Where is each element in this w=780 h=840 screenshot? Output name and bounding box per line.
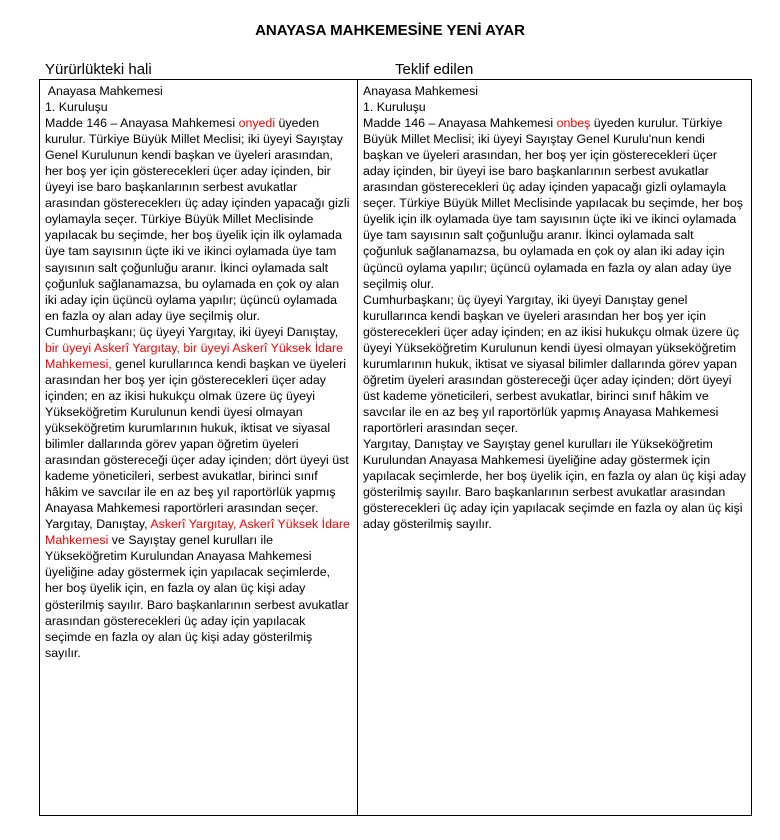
- proposed-section: 1. Kuruluşu: [363, 100, 426, 115]
- current-section: 1. Kuruluşu: [45, 100, 108, 115]
- comparison-table: [39, 79, 752, 816]
- current-yargitay-military: Askerî Yargıtay, Askerî Yüksek İdare Mahkemesi: [45, 517, 350, 548]
- current-madde-rest: üyeden kurulur. Türkiye Büyük Millet Meclisi; iki üyeyi Sayıştay Genel Kurulunun kendi başkan ve üyeleri arasından, her boş yer için gösterecekleri üçer aday içinden, bir üyeyi ise baro başkanlarının serbest avukatlar arasından göstereceklerı üç aday içinden yapacağı gizli oylamayla seçer. Türkiye Büyük Millet Meclisinde yapılacak bu seçimde, her boş üyelik için ilk oylamada üye tam sayısının üçte iki ve ikinci oylamada üye tam sayısının salt çoğunluğu aranır. İkinci oylamada salt çoğunluk sağlanamazsa, bu oylamada en çok oy alan iki aday için üçüncü oylama yapılır; üçüncü oylamada en fazla oy alan aday üye seçilmiş olur.: [45, 116, 350, 323]
- current-cb-prefix: Cumhurbaşkanı; üç üyeyi Yargıtay, iki üyeyi Danıştay,: [45, 324, 339, 339]
- column-divider: [357, 80, 358, 815]
- current-text-cell: [45, 83, 351, 661]
- current-cb-paragraph: [45, 324, 351, 517]
- current-yargitay-prefix: Yargıtay, Danıştay,: [45, 517, 151, 532]
- proposed-madde-prefix: Madde 146 – Anayasa Mahkemesi: [363, 116, 557, 131]
- current-member-count: onyedi: [238, 116, 276, 131]
- proposed-madde-rest: üyeden kurulur. Türkiye Büyük Millet Meclisi; iki üyeyi Sayıştay Genel Kurulu'nun kendi başkan ve üyeleri arasından, her boş yer için gösterecekleri üçer aday içinden, bir üyeyi ise baro başkanlarının serbest avukatlar arasından gösterecekleri üç aday içinden yapacağı gizli oylamayla seçer. Türkiye Büyük Millet Meclisinde yapılacak bu seçimde, her boş üyelik için ilk oylamada üye tam sayısının üçte iki ve ikinci oylamada üye tam sayısının salt çoğunluğu aranır. İkinci oylamada salt çoğunluk sağlanamazsa, bu oylamada en çok oy alan iki aday için üçüncü oylama yapılır; üçüncü oylamada en fazla oy alan aday üye seçilmiş olur.: [363, 116, 743, 291]
- proposed-yargitay-paragraph: Yargıtay, Danıştay ve Sayıştay genel kurulları ile Yükseköğretim Kurulundan Anayasa Mahkemesi üyeliğine aday göstermek için yapılacak seçimlerde, her boş üyelik için, en fazla oy alan üç kişi aday gösterilmiş sayılır. Baro başkanlarının serbest avukatlar arasından gösterecekleri üç aday için yapılacak seçimde en fazla oy alan üç kişi aday gösterilmiş sayılır.: [363, 437, 746, 532]
- current-heading: Anayasa Mahkemesi: [45, 84, 163, 98]
- current-yargitay-rest: ve Sayıştay genel kurulları ile Yükseköğretim Kurulundan Anayasa Mahkemesi üyeliğine aday göstermek için yapılacak seçimlerde, her boş üyelik için, en fazla oy alan üç kişi aday gösterilmiş sayılır. Baro başkanlarının serbest avukatlar arasından gösterecekleri üç aday için yapılacak seçimde en fazla oy alan üç kişi aday gösterilmiş sayılır.: [45, 533, 349, 660]
- current-madde-paragraph: [45, 115, 351, 324]
- current-madde-prefix: Madde 146 – Anayasa Mahkemesi: [45, 116, 239, 131]
- proposed-cb-paragraph: Cumhurbaşkanı; üç üyeyi Yargıtay, iki üyeyi Danıştay genel kurullarınca kendi başkan ve üyeleri arasından her boş yer için gösterecekleri üçer aday içinden; en az ikisi hukukçu olmak üzere üç üyeyi Yükseköğretim Kurulunun kendi üyesi olmayan yükseköğretim kurumlarının hukuk, iktisat ve siyasal bilimler dallarında görev yapan öğretim üyeleri arasından göstereceği üçer aday içinden; dört üyeyi üst kademe yöneticileri, serbest avukatlar, birinci sınıf hâkim ve savcılar ile en az beş yıl raportörlük yapmış Anayasa Mahkemesi raportörleri arasından seçer.: [363, 292, 740, 435]
- current-column-header: Yürürlükteki hali: [45, 61, 152, 78]
- current-cb-rest: genel kurullarınca kendi başkan ve üyeleri arasından her boş yer için gösterecekleri üçer aday içinden; en az ikisi hukukçu olmak üzere üç üyeyi Yükseköğretim Kurulunun kendi üyesi olmayan yükseköğretim kurumlarının hukuk, iktisat ve siyasal bilimler dallarında görev yapan öğretim üyeleri arasından göstereceği üçer aday içinden; dört üyeyi üst kademe yöneticileri, serbest avukatlar, birinci sınıf hâkim ve savcılar ile en az beş yıl raportörlük yapmış Anayasa Mahkemesi raportörleri arasından seçer.: [45, 356, 349, 516]
- proposed-heading: Anayasa Mahkemesi: [363, 84, 479, 98]
- current-cb-military: bir üyeyi Askerî Yargıtay, bir üyeyi Askerî Yüksek İdare Mahkemesi,: [45, 340, 343, 371]
- proposed-text-cell: [363, 83, 746, 532]
- current-yargitay-paragraph: [45, 516, 351, 660]
- proposed-member-count: onbeş: [556, 116, 591, 131]
- proposed-column-header: Teklif edilen: [395, 61, 474, 78]
- page-title: ANAYASA MAHKEMESİNE YENİ AYAR: [255, 22, 525, 39]
- proposed-madde-paragraph: [363, 115, 746, 292]
